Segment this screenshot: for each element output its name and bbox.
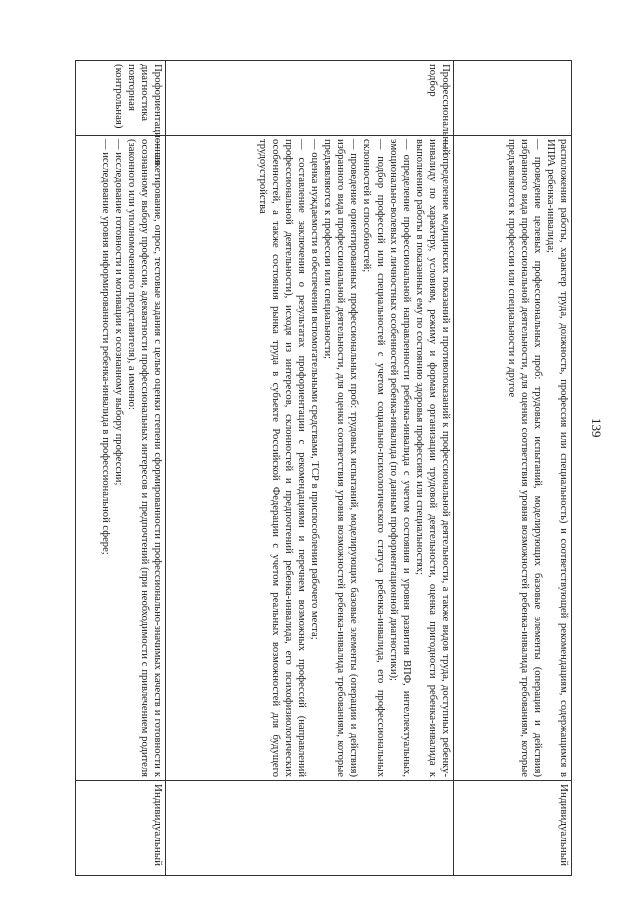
content-line: — исследование готовности и мотивации к осознанному выбору профессии; xyxy=(112,139,124,486)
content-line: — оценка нуждаемости в обеспечении вспомогательными средствами, ТСР в приспособлении рабочего места; xyxy=(309,139,321,640)
content-line: — исследование уровня информированности ребенка-инвалида в профессиональной сфере; xyxy=(99,139,111,555)
page-number: 139 xyxy=(589,418,604,438)
content-line: — подбор профессий или специальностей с учетом социально-психологического статуса ребенка-инвалида, его профессиональных склонностей и способностей; xyxy=(361,139,386,777)
content-line: — анкетирование, опрос, тестовые задания с целью оценки степени сформированности профессионально-значимых качеств и готовности к осознанному выбору профессии, адекватности профессиональных интересов и предпочтений (при необходимости с привлечением родителя (законного или уполномоченного представителя), а именно: xyxy=(125,139,163,777)
content-line: — определение профессиональной направленности ребенка-инвалида с учетом состояния и уровня развития ВПФ, интеллектуальных, эмоционально-волевых и личностных особенностей ребенка-инвалида (по данным профориентационной диагностики); xyxy=(387,139,412,777)
table-row xyxy=(76,61,166,876)
type-cell: Индивидуальный xyxy=(454,781,572,876)
stage-cell: Профориентационная диагностика повторная (контрольная) xyxy=(76,61,166,136)
stage-cell: Профессиональный подбор xyxy=(166,61,454,136)
table-row xyxy=(454,61,572,876)
content-cell xyxy=(76,136,166,781)
content-cell xyxy=(454,136,572,781)
type-cell: Индивидуальный xyxy=(76,781,166,876)
type-cell xyxy=(166,781,454,876)
content-line: — проведение ориентированных профессиональных проб: трудовых испытаний, моделирующих базовые элементы (операции и действия) избранного вида профессиональной деятельности, для оценки соответствия уровня возможностей ребенка-инвалида требованиям, которые предъявляются к профессии или специальности; xyxy=(322,139,360,777)
content-cell xyxy=(166,136,454,781)
rotated-table-wrapper xyxy=(76,60,572,875)
rehabilitation-table xyxy=(75,60,572,876)
content-line: — проведение целевых профессиональных проб: трудовых испытаний, моделирующих базовые элементы (операции и действия) избранного вида профессиональной деятельности, для оценки соответствия уровня возможностей ребенка-инвалида требованиям, которые предъявляются к профессии или специальности и другое xyxy=(505,139,543,777)
table-row xyxy=(166,61,454,876)
content-line: — определение медицинских показаний и противопоказаний к профессиональной деятельности, а также видов труда, доступных ребенку-инвалиду по характеру, условиям, режиму и формам организации трудовой деятельности, оценка пригодности ребенка-инвалида к выполнению работы в показанных ему по состоянию здоровья профессиях или специальностях; xyxy=(413,139,451,777)
content-line: — составление заключения о результатах профориентации с рекомендациями и перечнем возможных профессий (направлений профессиональной деятельности), исходя из интересов, склонностей и предпочтений ребенка-инвалида, его психофизиологических особенностей, а также состояния рынка труда в субъекте Российской Федерации с учетом реальных возможностей для будущего трудоустройства xyxy=(256,139,307,777)
stage-cell xyxy=(454,61,572,136)
content-line: расположения работы, характер труда, должность, профессия или специальность) и соответствующей рекомендациям, содержащимся в ИПРА ребенка-инвалида; xyxy=(544,139,569,777)
